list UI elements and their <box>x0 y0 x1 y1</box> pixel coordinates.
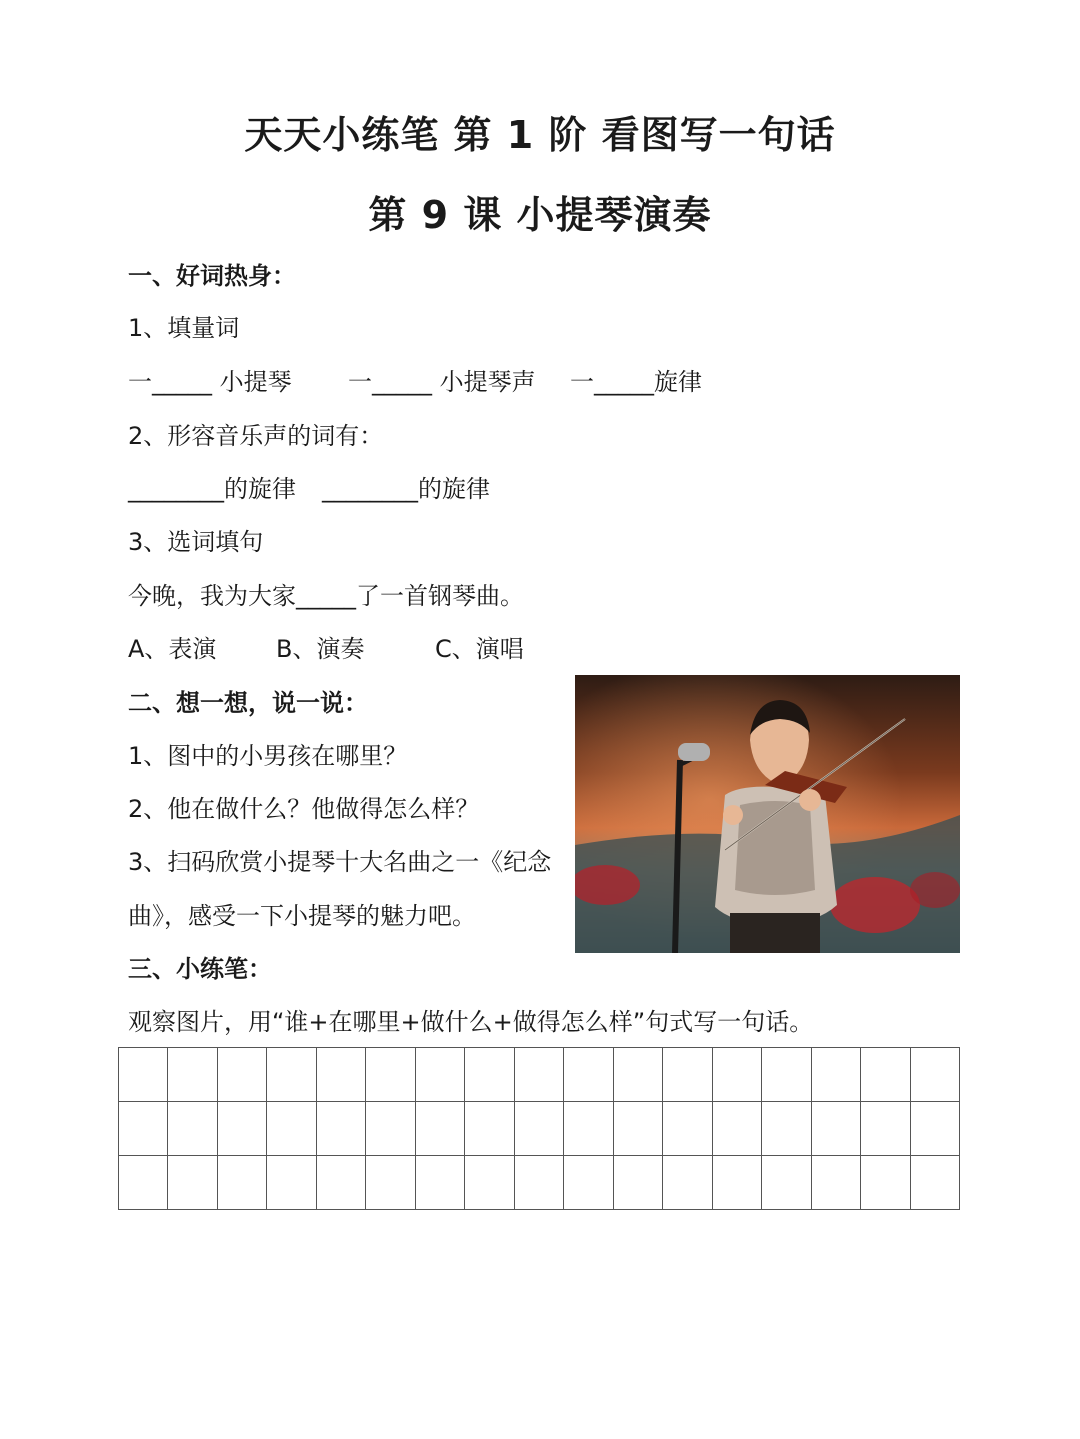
grid-cell[interactable] <box>119 1048 168 1102</box>
option-b: B、演奏 <box>276 635 365 663</box>
worksheet-title: 天天小练笔 第 1 阶 看图写一句话 <box>244 113 836 157</box>
section2-heading: 二、想一想，说一说： <box>128 689 368 717</box>
grid-cell[interactable] <box>317 1102 366 1156</box>
section3-instruction: 观察图片，用“谁+在哪里+做什么+做得怎么样”句式写一句话。 <box>128 1008 814 1036</box>
grid-cell[interactable] <box>713 1048 762 1102</box>
grid-cell[interactable] <box>218 1102 267 1156</box>
section2-q3-line1: 3、扫码欣赏小提琴十大名曲之一《纪念 <box>128 848 552 876</box>
option-c: C、演唱 <box>435 635 524 663</box>
grid-cell[interactable] <box>416 1102 465 1156</box>
classifier-item-3: 一_____旋律 <box>570 368 702 396</box>
grid-cell[interactable] <box>366 1102 415 1156</box>
describe-item-2: ________的旋律 <box>322 475 490 503</box>
grid-cell[interactable] <box>564 1156 613 1210</box>
grid-cell[interactable] <box>515 1156 564 1210</box>
grid-cell[interactable] <box>317 1048 366 1102</box>
describe-item-1: ________的旋律 <box>128 475 296 503</box>
grid-cell[interactable] <box>713 1102 762 1156</box>
grid-cell[interactable] <box>366 1048 415 1102</box>
grid-cell[interactable] <box>812 1102 861 1156</box>
q1-label: 1、填量词 <box>128 314 240 342</box>
grid-cell[interactable] <box>465 1048 514 1102</box>
grid-cell[interactable] <box>465 1156 514 1210</box>
grid-cell[interactable] <box>564 1102 613 1156</box>
grid-cell[interactable] <box>762 1102 811 1156</box>
grid-cell[interactable] <box>762 1048 811 1102</box>
grid-cell[interactable] <box>762 1156 811 1210</box>
grid-cell[interactable] <box>614 1048 663 1102</box>
section3-heading: 三、小练笔： <box>128 955 272 983</box>
grid-cell[interactable] <box>812 1048 861 1102</box>
grid-cell[interactable] <box>267 1156 316 1210</box>
writing-grid[interactable] <box>118 1047 960 1210</box>
section2-q1: 1、图中的小男孩在哪里？ <box>128 742 408 770</box>
grid-cell[interactable] <box>861 1048 910 1102</box>
grid-cell[interactable] <box>465 1102 514 1156</box>
grid-cell[interactable] <box>911 1102 960 1156</box>
grid-cell[interactable] <box>663 1048 712 1102</box>
q3-label: 3、选词填句 <box>128 528 264 556</box>
grid-cell[interactable] <box>416 1048 465 1102</box>
section1-heading: 一、好词热身： <box>128 262 296 290</box>
grid-cell[interactable] <box>366 1156 415 1210</box>
grid-cell[interactable] <box>663 1156 712 1210</box>
grid-cell[interactable] <box>812 1156 861 1210</box>
grid-cell[interactable] <box>614 1156 663 1210</box>
grid-cell[interactable] <box>861 1102 910 1156</box>
grid-cell[interactable] <box>317 1156 366 1210</box>
grid-cell[interactable] <box>168 1048 217 1102</box>
grid-cell[interactable] <box>218 1048 267 1102</box>
section2-q2: 2、他在做什么？他做得怎么样？ <box>128 795 480 823</box>
grid-cell[interactable] <box>861 1156 910 1210</box>
q3-sentence: 今晚，我为大家_____了一首钢琴曲。 <box>128 582 524 610</box>
grid-cell[interactable] <box>416 1156 465 1210</box>
section2-q3-line2: 曲》，感受一下小提琴的魅力吧。 <box>128 902 476 930</box>
violin-boy-photo <box>575 675 960 953</box>
grid-cell[interactable] <box>168 1102 217 1156</box>
grid-cell[interactable] <box>713 1156 762 1210</box>
grid-cell[interactable] <box>911 1156 960 1210</box>
grid-cell[interactable] <box>515 1048 564 1102</box>
grid-cell[interactable] <box>614 1102 663 1156</box>
grid-cell[interactable] <box>119 1102 168 1156</box>
lesson-title: 第 9 课 小提琴演奏 <box>368 193 712 237</box>
grid-cell[interactable] <box>564 1048 613 1102</box>
grid-cell[interactable] <box>168 1156 217 1210</box>
classifier-item-1: 一_____ 小提琴 <box>128 368 292 396</box>
grid-cell[interactable] <box>119 1156 168 1210</box>
grid-cell[interactable] <box>267 1102 316 1156</box>
grid-cell[interactable] <box>911 1048 960 1102</box>
grid-cell[interactable] <box>515 1102 564 1156</box>
grid-cell[interactable] <box>267 1048 316 1102</box>
grid-cell[interactable] <box>663 1102 712 1156</box>
option-a: A、表演 <box>128 635 217 663</box>
grid-cell[interactable] <box>218 1156 267 1210</box>
classifier-item-2: 一_____ 小提琴声 <box>348 368 536 396</box>
q2-label: 2、形容音乐声的词有： <box>128 422 384 450</box>
